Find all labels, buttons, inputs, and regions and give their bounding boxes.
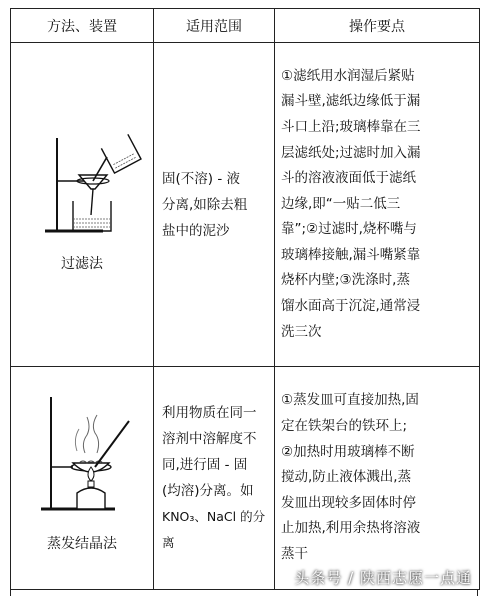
- points-line: 发皿出现较多固体时停: [281, 494, 416, 511]
- scope-cell-filtration: [154, 43, 275, 367]
- points-line: 烧杯内壁;③洗涤时,蒸: [281, 272, 410, 289]
- filtration-apparatus-illustration: [11, 43, 153, 243]
- points-line: 斗口上沿;玻璃棒靠在三: [281, 118, 421, 135]
- scope-line: (均溶)分离。如: [162, 483, 254, 499]
- points-line: 斗的溶液液面低于滤纸: [281, 170, 416, 187]
- header-scope: 适用范围: [154, 9, 275, 43]
- separation-methods-table: [10, 8, 480, 590]
- points-line: ①蒸发皿可直接加热,固: [281, 392, 419, 409]
- method-label: 过滤法: [61, 256, 103, 272]
- watermark: 头条号 / 陕西志愿一点通: [294, 569, 472, 587]
- table-header-row: [11, 9, 480, 43]
- method-cell-filtration: [11, 43, 154, 367]
- scope-line: 利用物质在同一: [162, 405, 257, 421]
- scope-cell-evaporation: [154, 367, 275, 590]
- points-line: 馏水面高于沉淀,通常浸: [281, 298, 421, 315]
- points-line: 玻璃棒接触,漏斗嘴紧靠: [281, 246, 421, 263]
- points-line: ②加热时用玻璃棒不断: [281, 443, 415, 460]
- header-key-points: 操作要点: [275, 9, 480, 43]
- scope-line: 同,进行固 - 固: [162, 457, 248, 473]
- points-line: 边缘,即“一贴二低三: [281, 195, 401, 212]
- points-line: 层滤纸处;过滤时加入漏: [281, 144, 421, 161]
- scope-line: 溶剂中溶解度不: [162, 431, 257, 447]
- table-row-filtration: [11, 43, 480, 367]
- points-line: 定在铁架台的铁环上;: [281, 418, 408, 435]
- points-line: ①滤纸用水润湿后紧贴: [281, 67, 415, 84]
- points-line: 搅动,防止液体溅出,蒸: [281, 469, 412, 486]
- points-line: 洗三次: [281, 323, 322, 340]
- points-line: 止加热,利用余热将溶液: [281, 520, 421, 537]
- points-cell-filtration: [275, 43, 480, 367]
- scope-line: 盐中的泥沙: [162, 222, 230, 239]
- points-line: 蒸干: [281, 545, 308, 562]
- scope-line: KNO₃、NaCl 的分离: [162, 509, 266, 550]
- points-line: 漏斗壁,滤纸边缘低于漏: [281, 93, 421, 110]
- method-cell-evaporation: [11, 367, 154, 590]
- points-cell-evaporation: [275, 367, 480, 590]
- next-row-edge: [10, 590, 478, 596]
- method-label: 蒸发结晶法: [47, 536, 117, 552]
- table-row-evaporation: [11, 367, 480, 590]
- points-line: 靠”;②过滤时,烧杯嘴与: [281, 221, 417, 238]
- header-method: 方法、装置: [11, 9, 154, 43]
- scope-line: 分离,如除去粗: [162, 196, 248, 213]
- scope-line: 固(不溶) - 液: [162, 170, 240, 187]
- evaporation-apparatus-illustration: [11, 367, 153, 527]
